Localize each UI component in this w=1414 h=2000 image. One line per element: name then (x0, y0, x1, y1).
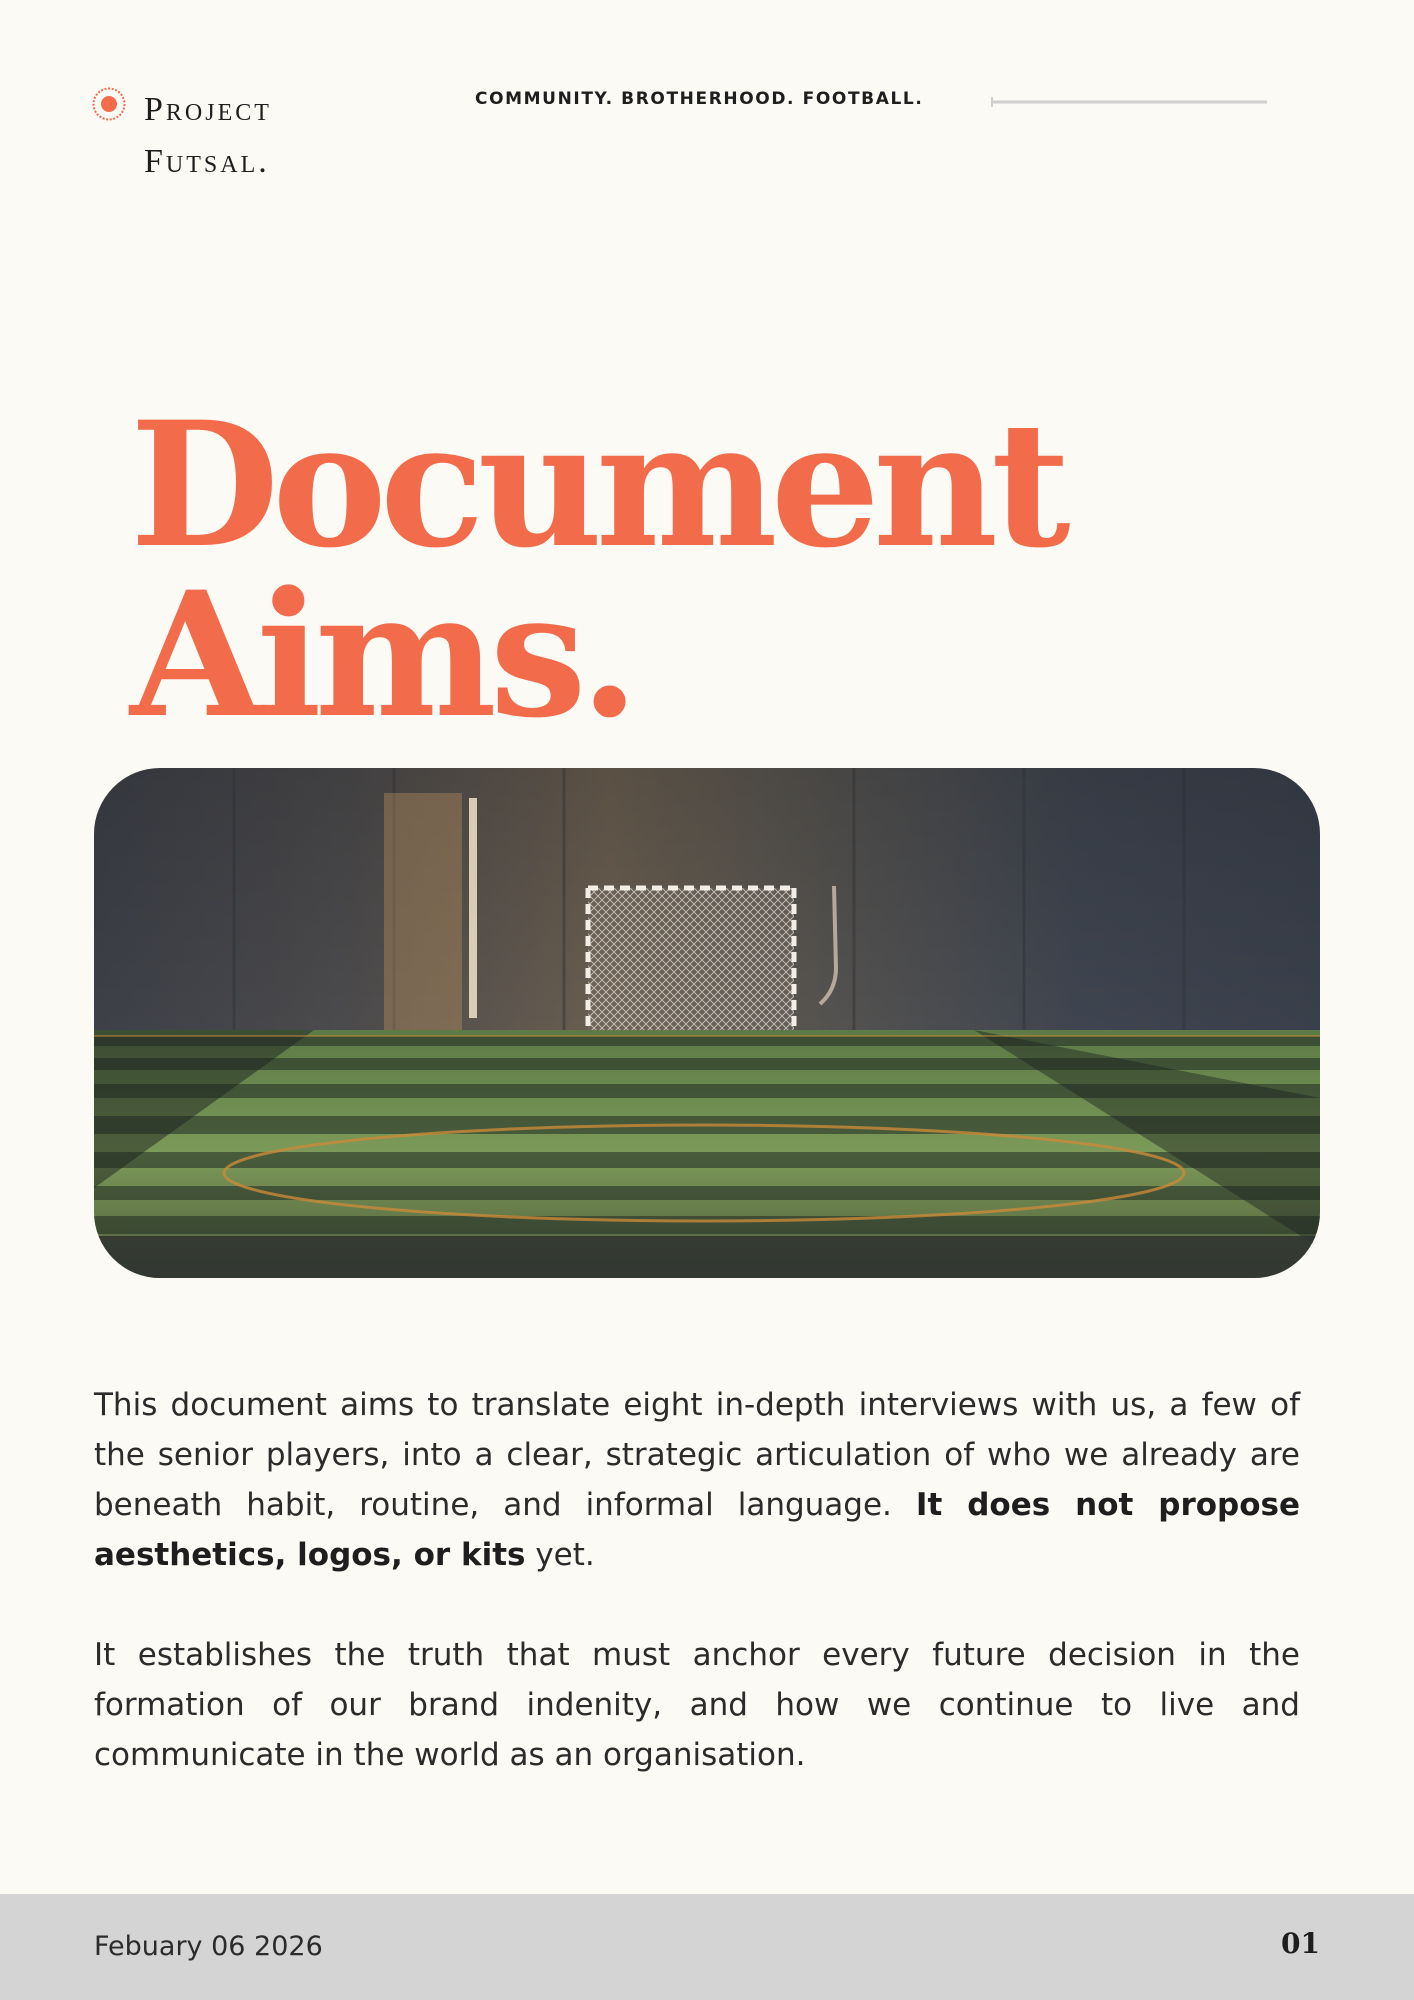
tagline: COMMUNITY. BROTHERHOOD. FOOTBALL. (475, 89, 924, 109)
page-number: 01 (1281, 1927, 1320, 1960)
intro-paragraph (94, 1380, 1300, 1580)
intro-text: This document aims to translate eight in-depth interviews with us, a few of the senior players, into a clear, strategic articulation of who we already are beneath habit, routine, and informal language. (94, 1387, 1300, 1523)
footer-bar (0, 1894, 1414, 2000)
intro-emphasis: It does not propose aesthetics, logos, or kits (94, 1487, 1300, 1573)
body-copy (94, 1380, 1300, 1830)
intro-tail: yet. (525, 1537, 595, 1573)
purpose-paragraph: It establishes the truth that must anchor every future decision in the formation of our brand indenity, and how we continue to live and communicate in the world as an organisation. (94, 1637, 1300, 1773)
footer-date: Febuary 06 2026 (94, 1931, 323, 1962)
futsal-court-photo (94, 768, 1320, 1278)
brand-name: Project Futsal. (144, 91, 272, 180)
header-divider (991, 96, 1267, 108)
title-line-1: Document (130, 383, 1064, 586)
title-line-2: Aims. (130, 553, 633, 756)
page-title (130, 383, 1064, 756)
sun-badge-icon (92, 87, 126, 121)
